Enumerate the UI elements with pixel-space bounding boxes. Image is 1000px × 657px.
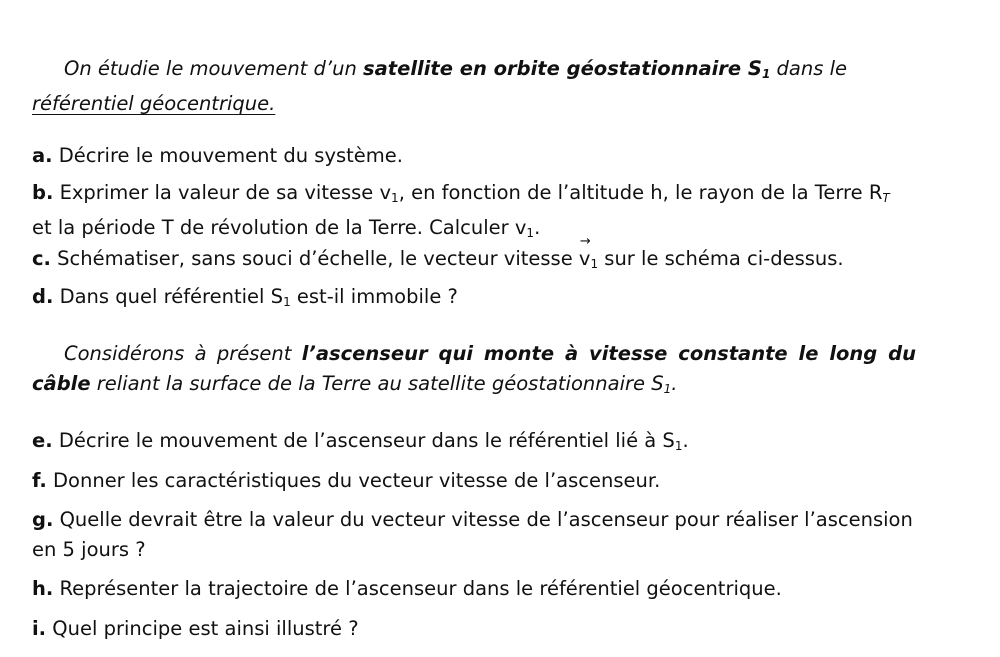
- question-e-letter: e.: [32, 429, 53, 452]
- question-d-text-a: Dans quel référentiel S: [53, 285, 284, 308]
- question-c-text-a: Schématiser, sans souci d’échelle, le vecteur vitesse: [50, 247, 579, 270]
- intro1-bold-sub: 1: [761, 67, 771, 81]
- intro1-text-2: dans le: [770, 57, 848, 80]
- question-d: [32, 282, 916, 317]
- question-b-sub-3: 1: [526, 226, 535, 240]
- question-g-letter: g.: [32, 508, 54, 531]
- question-c: [32, 234, 916, 279]
- intro1-bold: [363, 57, 770, 80]
- question-h-text: Représenter la trajectoire de l’ascenseur dans le référentiel géocentrique.: [53, 577, 782, 600]
- question-g-text-a: Quelle devrait être la valeur du vecteur vitesse de l’ascenseur pour réaliser l’ascension: [53, 508, 913, 531]
- question-i-text: Quel principe est ainsi illustré ?: [46, 617, 359, 640]
- question-e-text-a: Décrire le mouvement de l’ascenseur dans le référentiel lié à S: [52, 429, 675, 452]
- question-i-letter: i.: [32, 617, 47, 640]
- question-c-text-b: sur le schéma ci-dessus.: [598, 247, 844, 270]
- question-b-sub-2: T: [882, 191, 890, 205]
- question-b-sub-1: 1: [391, 191, 399, 205]
- question-d-sub: 1: [283, 295, 291, 309]
- question-a: [32, 141, 916, 171]
- intro-paragraph-1: [32, 54, 847, 119]
- question-h: [32, 574, 916, 604]
- question-f-letter: f.: [32, 469, 47, 492]
- intro2-text-2: reliant la surface de la Terre au satellite géostationnaire S: [90, 372, 664, 395]
- intro2-text: Considérons à présent: [64, 342, 302, 365]
- intro2-sub: 1: [663, 382, 672, 396]
- question-i: [32, 614, 916, 644]
- question-b-text-d: .: [534, 216, 541, 239]
- question-e: [32, 426, 916, 461]
- question-b-text-c: et la période T de révolution de la Terre. Calculer v: [32, 216, 527, 239]
- question-h-letter: h.: [32, 577, 54, 600]
- vector-sub: 1: [590, 257, 599, 271]
- question-f-text: Donner les caractéristiques du vecteur vitesse de l’ascenseur.: [46, 469, 661, 492]
- intro1-underlined: référentiel géocentrique.: [32, 92, 276, 115]
- question-g-text-b: en 5 jours ?: [32, 538, 146, 561]
- velocity-vector-symbol: [578, 234, 599, 279]
- question-b: [32, 178, 916, 248]
- question-b-text-a: Exprimer la valeur de sa vitesse v: [53, 181, 392, 204]
- question-b-letter: b.: [32, 181, 54, 204]
- intro2-text-3: .: [671, 372, 678, 395]
- question-e-sub: 1: [674, 439, 683, 453]
- question-e-text-b: .: [682, 429, 689, 452]
- intro2-bold: l’ascenseur qui monte à vitesse constante le long du câble: [32, 342, 917, 395]
- vector-arrow-icon: →: [579, 234, 591, 249]
- vector-letter: v: [578, 247, 591, 270]
- question-c-letter: c.: [32, 247, 51, 270]
- question-g: [32, 505, 916, 565]
- intro-paragraph-2: [32, 339, 916, 404]
- question-d-letter: d.: [32, 285, 54, 308]
- intro1-text: On étudie le mouvement d’un: [64, 57, 364, 80]
- question-b-text-b: , en fonction de l’altitude h, le rayon de la Terre R: [398, 181, 883, 204]
- question-f: [32, 466, 916, 496]
- question-a-letter: a.: [32, 144, 53, 167]
- question-a-text: Décrire le mouvement du système.: [52, 144, 403, 167]
- intro1-bold-text: satellite en orbite géostationnaire S: [363, 57, 762, 80]
- question-d-text-b: est-il immobile ?: [290, 285, 458, 308]
